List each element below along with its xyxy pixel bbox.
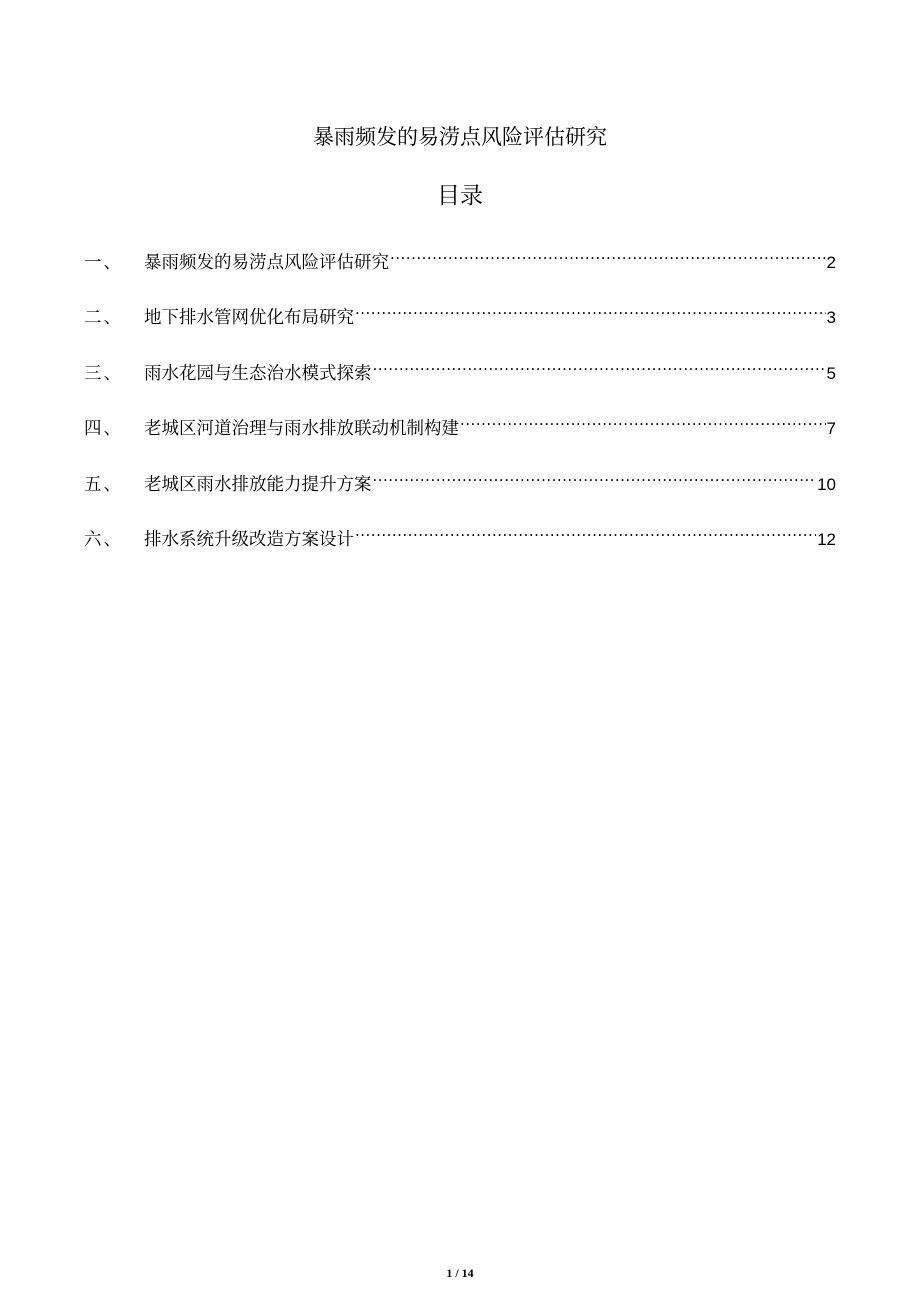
- toc-dot-leader: [373, 346, 826, 379]
- toc-entry-number: 四、: [84, 419, 123, 440]
- toc-entry-title: 雨水花园与生态治水模式探索: [144, 363, 372, 384]
- toc-entry-number: 六、: [84, 529, 123, 550]
- toc-entry-number: 三、: [84, 363, 123, 384]
- toc-entry-title: 老城区河道治理与雨水排放联动机制构建: [144, 419, 459, 440]
- toc-entry-number: 二、: [84, 308, 123, 329]
- toc-entry-1[interactable]: [84, 235, 836, 273]
- toc-entry-3[interactable]: [84, 346, 836, 384]
- toc-dot-leader: [390, 235, 826, 268]
- toc-entry-number: 一、: [84, 253, 123, 273]
- toc-entry-page: 10: [817, 474, 836, 494]
- toc-entry-page: 7: [826, 419, 836, 439]
- toc-entry-title: 老城区雨水排放能力提升方案: [144, 474, 372, 495]
- toc-entry-title: 排水系统升级改造方案设计: [144, 529, 354, 550]
- toc-dot-leader: [355, 290, 826, 323]
- toc-dot-leader: [460, 401, 826, 434]
- toc-entry-number: 五、: [84, 474, 123, 495]
- toc-entry-6[interactable]: [84, 512, 836, 550]
- toc-dot-leader: [355, 512, 816, 545]
- toc-entry-5[interactable]: [84, 457, 836, 495]
- toc-dot-leader: [373, 457, 817, 490]
- toc-heading: 目录: [437, 183, 483, 209]
- toc-entry-page: 2: [826, 253, 836, 272]
- toc-entry-page: 3: [826, 308, 836, 328]
- toc-entry-page: 5: [826, 363, 836, 383]
- toc-entry-title: 暴雨频发的易涝点风险评估研究: [144, 253, 389, 273]
- page-number-footer: 1 / 14: [446, 1266, 474, 1280]
- document-title: 暴雨频发的易涝点风险评估研究: [313, 125, 607, 149]
- toc-entry-page: 12: [817, 529, 836, 549]
- toc-entry-4[interactable]: [84, 401, 836, 440]
- table-of-contents: [84, 235, 836, 567]
- toc-entry-title: 地下排水管网优化布局研究: [144, 308, 354, 329]
- toc-entry-2[interactable]: [84, 290, 836, 329]
